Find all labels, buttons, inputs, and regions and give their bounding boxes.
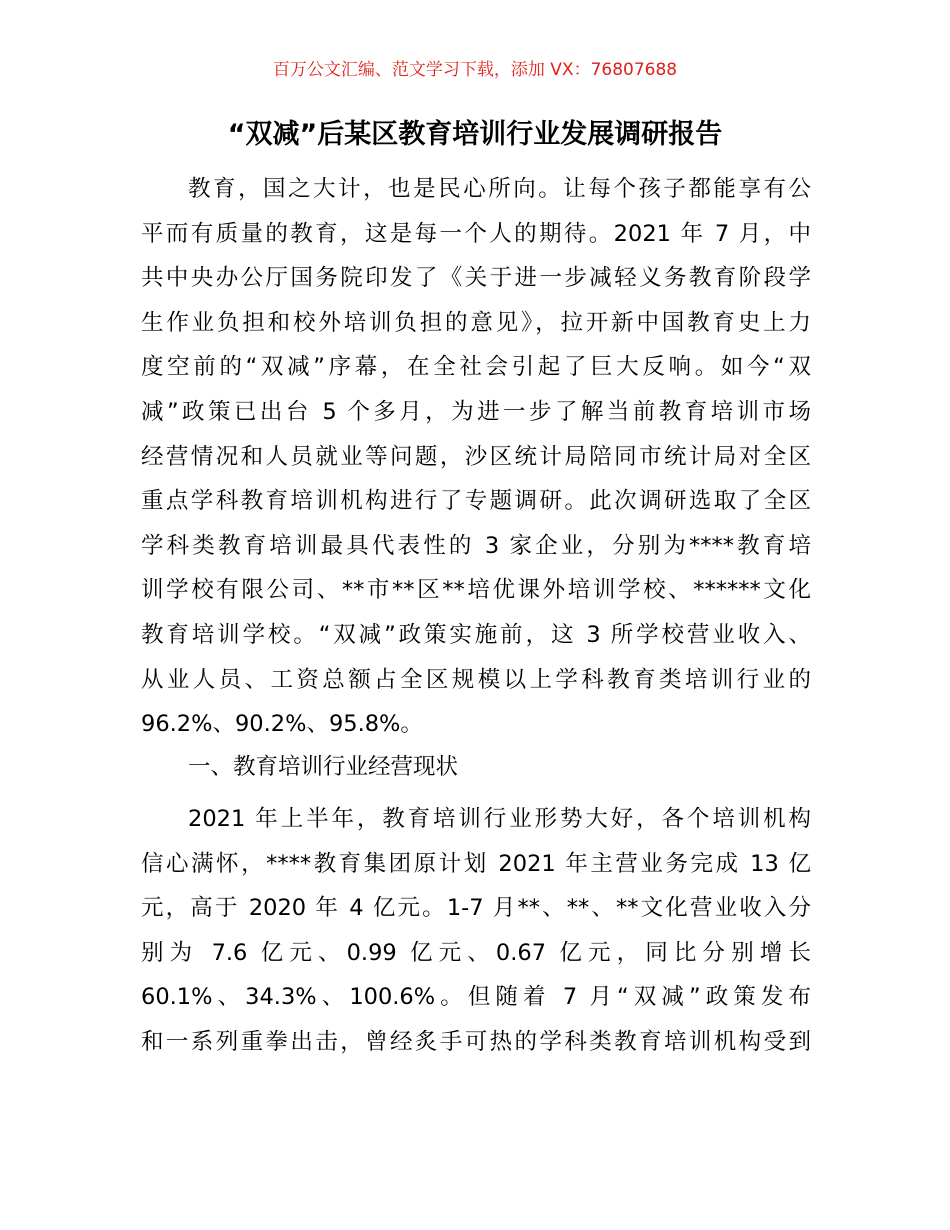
- text-line: 2021 年上半年，教育培训行业形势大好，各个培训机构: [188, 806, 811, 832]
- text-line: 96.2%、90.2%、95.8%。: [141, 711, 423, 738]
- text-line: 和一系列重拳出击，曾经炙手可热的学科类教育培训机构受到: [141, 1028, 811, 1055]
- paragraph-intro: [141, 167, 811, 747]
- text-line: 教育培训学校。“双减”政策实施前，这 3 所学校营业收入、: [141, 621, 811, 648]
- text-line: 教育，国之大计，也是民心所向。让每个孩子都能享有公: [188, 176, 811, 202]
- document-title: “双减”后某区教育培训行业发展调研报告: [227, 119, 723, 150]
- text-line: 元，高于 2020 年 4 亿元。1-7 月**、**、**文化营业收入分: [141, 895, 811, 922]
- text-line: 从业人员、工资总额占全区规模以上学科教育类培训行业的: [141, 666, 811, 693]
- text-line: 重点学科教育培训机构进行了专题调研。此次调研选取了全区: [141, 488, 811, 515]
- paragraph-status: [141, 797, 811, 1065]
- section-heading-text: 一、教育培训行业经营现状: [188, 754, 459, 780]
- text-line: 学科类教育培训最具代表性的 3 家企业，分别为****教育培: [141, 532, 811, 559]
- text-line: 减”政策已出台 5 个多月，为进一步了解当前教育培训市场: [141, 398, 811, 425]
- text-line: 60.1%、34.3%、100.6%。但随着 7 月“双减”政策发布: [141, 984, 811, 1011]
- text-line: 经营情况和人员就业等问题，沙区统计局陪同市统计局对全区: [141, 443, 811, 470]
- text-line: 训学校有限公司、**市**区**培优课外培训学校、******文化: [141, 577, 811, 604]
- text-line: 度空前的“双减”序幕，在全社会引起了巨大反响。如今“双: [141, 354, 811, 381]
- text-line: 信心满怀，****教育集团原计划 2021 年主营业务完成 13 亿: [141, 850, 811, 877]
- text-line: 共中央办公厅国务院印发了《关于进一步减轻义务教育阶段学: [141, 265, 811, 292]
- text-line: 别为 7.6 亿元、0.99 亿元、0.67 亿元，同比分别增长: [141, 939, 811, 966]
- section-heading-1: [141, 745, 811, 790]
- text-line: 平而有质量的教育，这是每一个人的期待。2021 年 7 月，中: [141, 220, 811, 247]
- text-line: 生作业负担和校外培训负担的意见》，拉开新中国教育史上力: [141, 309, 811, 336]
- header-watermark: 百万公文汇编、范文学习下载，添加 VX：76807688: [272, 60, 678, 80]
